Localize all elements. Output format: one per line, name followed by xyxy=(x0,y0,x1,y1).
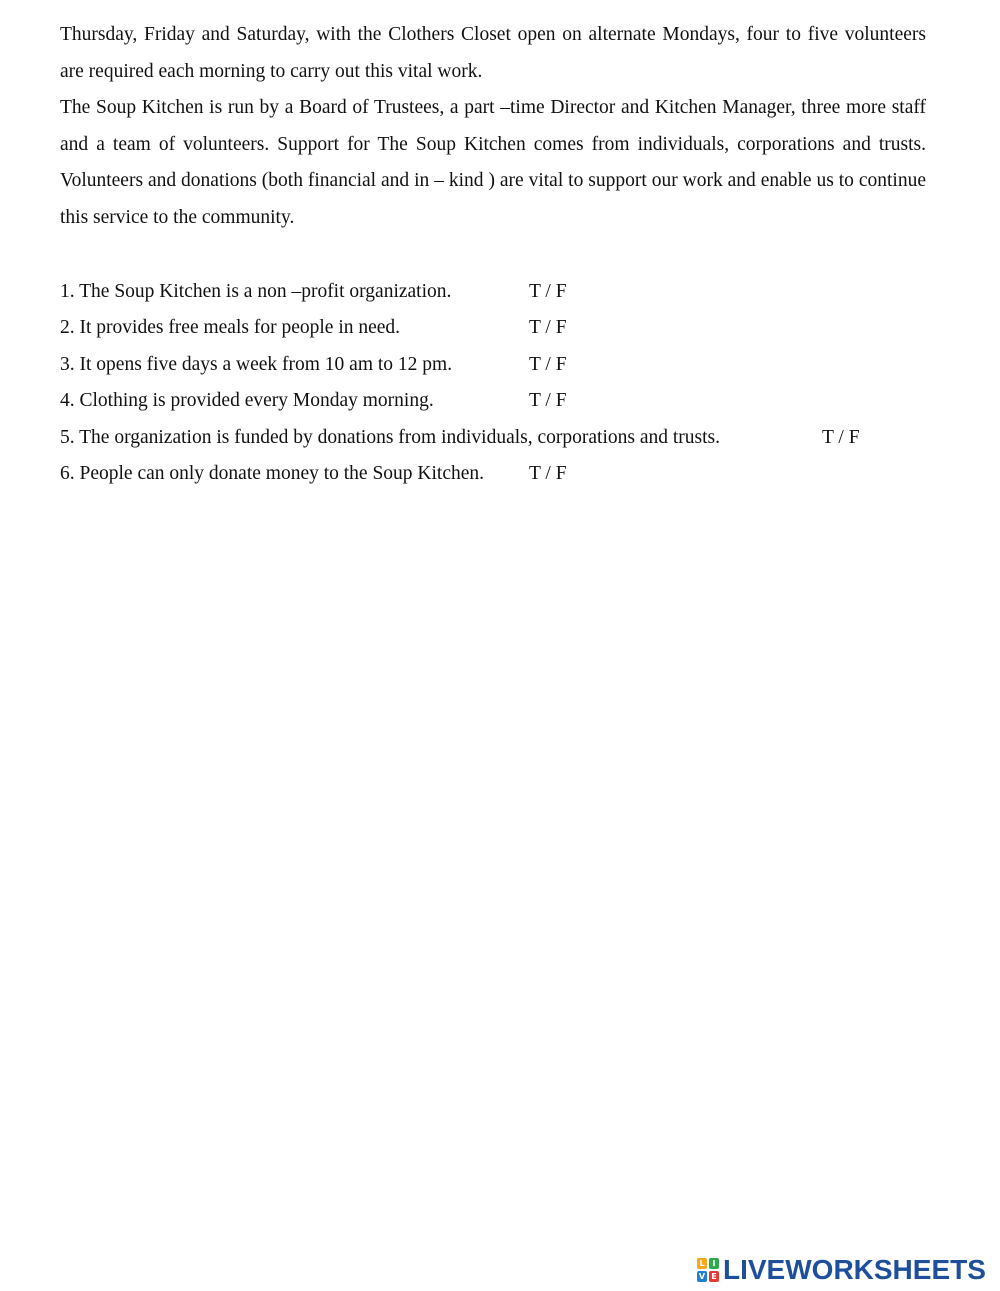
question-item xyxy=(60,347,926,384)
question-text: 2. It provides free meals for people in need. xyxy=(60,317,401,339)
worksheet-page xyxy=(60,17,926,493)
question-item xyxy=(60,456,926,493)
question-item xyxy=(60,274,926,311)
true-false-options[interactable]: T / F xyxy=(529,390,567,412)
true-false-options[interactable]: T / F xyxy=(529,463,567,485)
true-false-options[interactable]: T / F xyxy=(529,280,567,302)
question-item xyxy=(60,420,926,457)
true-false-options[interactable]: T / F xyxy=(529,317,567,339)
question-text: 5. The organization is funded by donations from individuals, corporations and trusts. xyxy=(60,426,721,448)
question-text: 4. Clothing is provided every Monday morning. xyxy=(60,390,434,412)
question-text: 6. People can only donate money to the Soup Kitchen. xyxy=(60,463,485,485)
question-text: 1. The Soup Kitchen is a non –profit organization. xyxy=(60,280,452,302)
true-false-options[interactable]: T / F xyxy=(822,426,860,448)
liveworksheets-logo-icon: L I V E xyxy=(697,1258,719,1282)
reading-paragraph-1: Thursday, Friday and Saturday, with the Clothers Closet open on alternate Mondays, four to five volunteers are required each morning to carry out this vital work. xyxy=(60,24,926,82)
logo-text: LIVEWORKSHEETS xyxy=(723,1254,986,1285)
reading-paragraph-2: The Soup Kitchen is run by a Board of Trustees, a part –time Director and Kitchen Manager, three more staff and a team of volunteers. Support for The Soup Kitchen comes from individuals, corporations and trusts. Volunteers and donations (both financial and in – kind ) are vital to support our work and enable us to continue this service to the community. xyxy=(60,97,926,228)
true-false-options[interactable]: T / F xyxy=(529,353,567,375)
question-item xyxy=(60,310,926,347)
true-false-questions xyxy=(60,274,926,493)
question-text: 3. It opens five days a week from 10 am to 12 pm. xyxy=(60,353,453,375)
liveworksheets-logo xyxy=(697,1254,986,1286)
question-item xyxy=(60,383,926,420)
